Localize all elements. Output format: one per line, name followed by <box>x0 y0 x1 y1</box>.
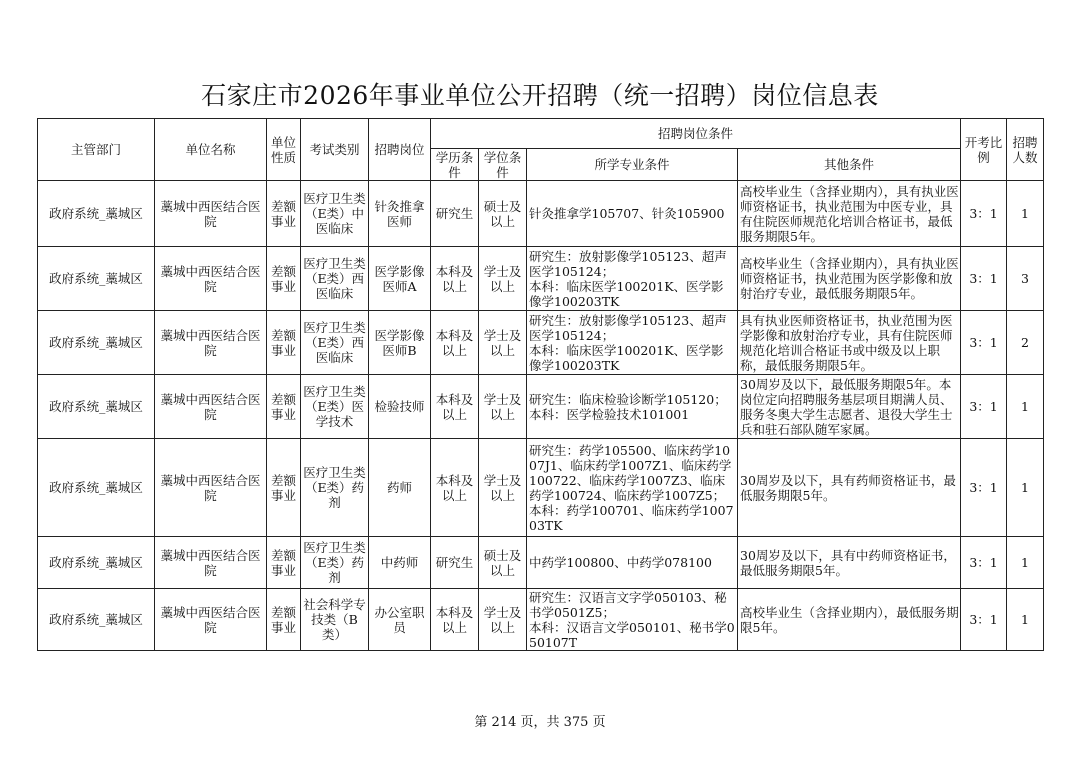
header-nature: 单位性质 <box>267 119 301 181</box>
row-major-cell: 研究生：放射影像学105123、超声医学105124； 本科：临床医学100201K、医学影像学100203TK <box>527 247 738 311</box>
header-edu: 学历条件 <box>431 149 479 181</box>
row-unit-cell: 藁城中西医结合医院 <box>155 181 267 247</box>
row-degree-cell: 学士及以上 <box>479 589 527 651</box>
row-post-cell: 医学影像医师A <box>369 247 431 311</box>
row-other-cell: 高校毕业生（含择业期内），最低服务期限5年。 <box>738 589 961 651</box>
row-other-cell: 30周岁及以下，最低服务期限5年。本岗位定向招聘服务基层项目期满人员、服务冬奥大学生志愿者、退役大学生士兵和驻石部队随军家属。 <box>738 375 961 439</box>
row-dept-cell: 政府系统_藁城区 <box>38 589 155 651</box>
header-degree: 学位条件 <box>479 149 527 181</box>
row-dept-cell: 政府系统_藁城区 <box>38 181 155 247</box>
row-major-cell: 研究生：放射影像学105123、超声医学105124； 本科：临床医学100201K、医学影像学100203TK <box>527 311 738 375</box>
row-count-cell: 1 <box>1007 537 1044 589</box>
row-major-cell: 研究生：汉语言文字学050103、秘书学0501Z5； 本科：汉语言文学050101、秘书学050107T <box>527 589 738 651</box>
row-unit-cell: 藁城中西医结合医院 <box>155 589 267 651</box>
row-exam-cell: 医疗卫生类（E类）药剂 <box>301 439 369 537</box>
table-row <box>38 589 1044 651</box>
header-exam: 考试类别 <box>301 119 369 181</box>
row-other-cell: 高校毕业生（含择业期内），具有执业医师资格证书，执业范围为中医专业，具有住院医师规范化培训合格证书，最低服务期限5年。 <box>738 181 961 247</box>
row-ratio-cell: 3：1 <box>961 589 1007 651</box>
row-count-cell: 1 <box>1007 589 1044 651</box>
row-degree-cell: 硕士及以上 <box>479 181 527 247</box>
row-post-cell: 药师 <box>369 439 431 537</box>
row-dept-cell: 政府系统_藁城区 <box>38 439 155 537</box>
header-ratio: 开考比例 <box>961 119 1007 181</box>
table-row <box>38 375 1044 439</box>
row-post-cell: 中药师 <box>369 537 431 589</box>
header-major: 所学专业条件 <box>527 149 738 181</box>
row-major-cell: 中药学100800、中药学078100 <box>527 537 738 589</box>
row-count-cell: 1 <box>1007 439 1044 537</box>
row-degree-cell: 学士及以上 <box>479 439 527 537</box>
row-nature-cell: 差额事业 <box>267 181 301 247</box>
row-degree-cell: 学士及以上 <box>479 311 527 375</box>
row-other-cell: 30周岁及以下，具有中药师资格证书，最低服务期限5年。 <box>738 537 961 589</box>
row-post-cell: 针灸推拿医师 <box>369 181 431 247</box>
row-edu-cell: 本科及以上 <box>431 375 479 439</box>
row-degree-cell: 学士及以上 <box>479 247 527 311</box>
row-dept-cell: 政府系统_藁城区 <box>38 537 155 589</box>
row-major-cell: 研究生：药学105500、临床药学1007J1、临床药学1007Z1、临床药学100722、临床药学1007Z3、临床药学100724、临床药学1007Z5； 本科：药学100701、临床药学100703TK <box>527 439 738 537</box>
table-row <box>38 181 1044 247</box>
row-dept-cell: 政府系统_藁城区 <box>38 375 155 439</box>
row-nature-cell: 差额事业 <box>267 247 301 311</box>
row-ratio-cell: 3：1 <box>961 439 1007 537</box>
row-edu-cell: 本科及以上 <box>431 247 479 311</box>
row-ratio-cell: 3：1 <box>961 247 1007 311</box>
row-ratio-cell: 3：1 <box>961 537 1007 589</box>
row-exam-cell: 医疗卫生类（E类）中医临床 <box>301 181 369 247</box>
row-nature-cell: 差额事业 <box>267 439 301 537</box>
page-footer: 第 214 页，共 375 页 <box>474 715 606 730</box>
row-unit-cell: 藁城中西医结合医院 <box>155 375 267 439</box>
row-count-cell: 3 <box>1007 247 1044 311</box>
row-other-cell: 具有执业医师资格证书，执业范围为医学影像和放射治疗专业，具有住院医师规范化培训合格证书或中级及以上职称，最低服务期限5年。 <box>738 311 961 375</box>
row-count-cell: 1 <box>1007 375 1044 439</box>
table-row <box>38 439 1044 537</box>
row-dept-cell: 政府系统_藁城区 <box>38 311 155 375</box>
row-other-cell: 高校毕业生（含择业期内），具有执业医师资格证书，执业范围为医学影像和放射治疗专业，最低服务期限5年。 <box>738 247 961 311</box>
row-edu-cell: 研究生 <box>431 537 479 589</box>
table-row <box>38 311 1044 375</box>
table-row <box>38 537 1044 589</box>
row-exam-cell: 医疗卫生类（E类）药剂 <box>301 537 369 589</box>
job-info-table <box>37 118 1044 651</box>
row-unit-cell: 藁城中西医结合医院 <box>155 439 267 537</box>
row-post-cell: 医学影像医师B <box>369 311 431 375</box>
table-row <box>38 247 1044 311</box>
header-post: 招聘岗位 <box>369 119 431 181</box>
row-unit-cell: 藁城中西医结合医院 <box>155 311 267 375</box>
row-ratio-cell: 3：1 <box>961 375 1007 439</box>
row-unit-cell: 藁城中西医结合医院 <box>155 247 267 311</box>
header-count: 招聘人数 <box>1007 119 1044 181</box>
row-degree-cell: 硕士及以上 <box>479 537 527 589</box>
header-conditions: 招聘岗位条件 <box>431 119 961 149</box>
header-dept: 主管部门 <box>38 119 155 181</box>
row-nature-cell: 差额事业 <box>267 311 301 375</box>
row-unit-cell: 藁城中西医结合医院 <box>155 537 267 589</box>
row-nature-cell: 差额事业 <box>267 375 301 439</box>
row-edu-cell: 研究生 <box>431 181 479 247</box>
row-major-cell: 针灸推拿学105707、针灸105900 <box>527 181 738 247</box>
row-edu-cell: 本科及以上 <box>431 439 479 537</box>
row-count-cell: 1 <box>1007 181 1044 247</box>
row-exam-cell: 医疗卫生类（E类）医学技术 <box>301 375 369 439</box>
row-edu-cell: 本科及以上 <box>431 311 479 375</box>
row-dept-cell: 政府系统_藁城区 <box>38 247 155 311</box>
row-major-cell: 研究生：临床检验诊断学105120； 本科：医学检验技术101001 <box>527 375 738 439</box>
page-title: 石家庄市2026年事业单位公开招聘（统一招聘）岗位信息表 <box>201 81 879 110</box>
row-exam-cell: 医疗卫生类（E类）西医临床 <box>301 247 369 311</box>
row-degree-cell: 学士及以上 <box>479 375 527 439</box>
header-unit: 单位名称 <box>155 119 267 181</box>
row-edu-cell: 本科及以上 <box>431 589 479 651</box>
row-exam-cell: 社会科学专技类（B类） <box>301 589 369 651</box>
row-exam-cell: 医疗卫生类（E类）西医临床 <box>301 311 369 375</box>
row-ratio-cell: 3：1 <box>961 181 1007 247</box>
row-ratio-cell: 3：1 <box>961 311 1007 375</box>
row-other-cell: 30周岁及以下，具有药师资格证书，最低服务期限5年。 <box>738 439 961 537</box>
row-post-cell: 办公室职员 <box>369 589 431 651</box>
header-other: 其他条件 <box>738 149 961 181</box>
row-post-cell: 检验技师 <box>369 375 431 439</box>
row-nature-cell: 差额事业 <box>267 537 301 589</box>
row-count-cell: 2 <box>1007 311 1044 375</box>
row-nature-cell: 差额事业 <box>267 589 301 651</box>
